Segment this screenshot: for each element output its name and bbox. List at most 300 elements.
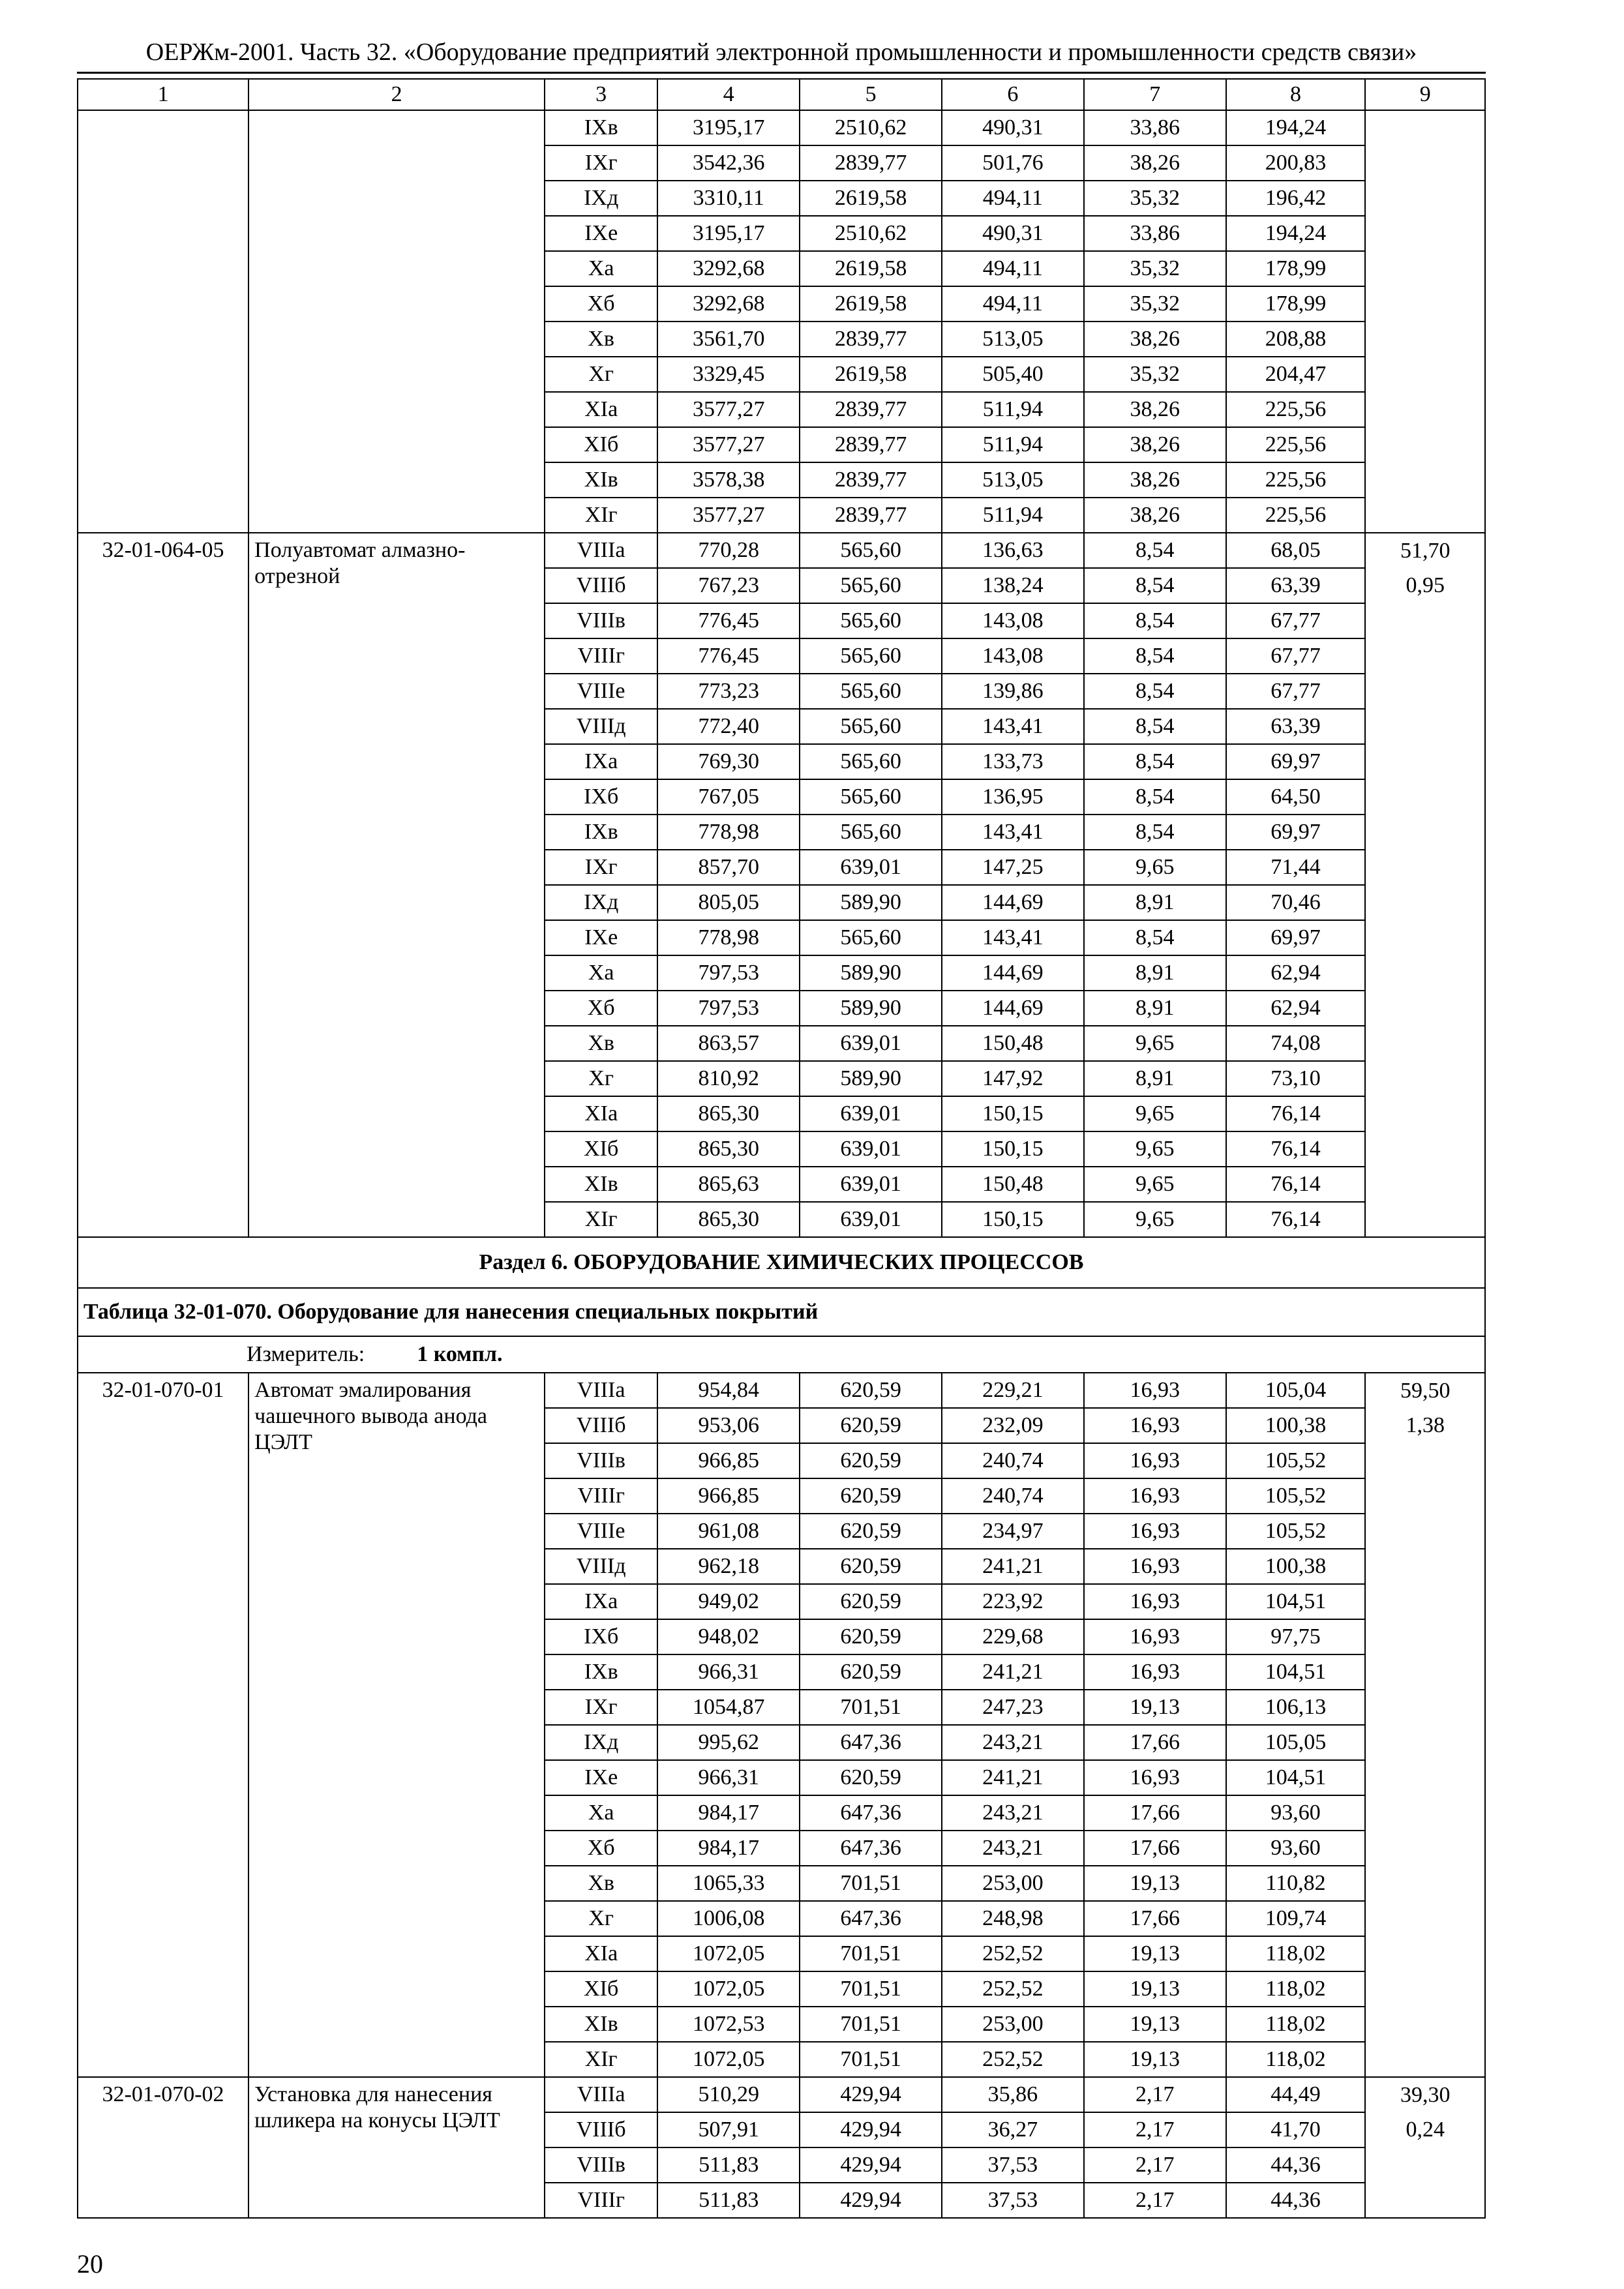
value-cell: 35,32 — [1084, 357, 1226, 392]
value-cell: 797,53 — [657, 991, 800, 1026]
value-cell: 136,63 — [942, 533, 1084, 568]
header-divider — [77, 72, 1486, 74]
value-cell: 2839,77 — [800, 322, 942, 357]
value-cell: 16,93 — [1084, 1408, 1226, 1443]
value-cell: 204,47 — [1226, 357, 1366, 392]
value-cell: 429,94 — [800, 2077, 942, 2112]
value-cell: 69,97 — [1226, 815, 1366, 850]
value-cell: 147,25 — [942, 850, 1084, 885]
value-cell: 63,39 — [1226, 709, 1366, 744]
value-cell: 513,05 — [942, 462, 1084, 498]
table-title: Таблица 32-01-070. Оборудование для нанесения специальных покрытий — [78, 1288, 1485, 1336]
value-cell: 74,08 — [1226, 1026, 1366, 1061]
value-cell: 511,83 — [657, 2183, 800, 2218]
region-category: VIIIг — [545, 2183, 657, 2218]
value-cell: 8,54 — [1084, 533, 1226, 568]
value-cell: 9,65 — [1084, 1026, 1226, 1061]
value-cell: 69,97 — [1226, 920, 1366, 955]
region-category: XIб — [545, 1131, 657, 1167]
value-cell: 966,31 — [657, 1760, 800, 1795]
value-cell: 3310,11 — [657, 181, 800, 216]
value-cell: 701,51 — [800, 1690, 942, 1725]
value-cell: 639,01 — [800, 1096, 942, 1131]
value-cell: 93,60 — [1226, 1795, 1366, 1831]
value-cell: 810,92 — [657, 1061, 800, 1096]
value-cell: 865,30 — [657, 1202, 800, 1237]
value-cell: 565,60 — [800, 603, 942, 638]
column-number: 1 — [78, 79, 248, 110]
value-cell: 143,08 — [942, 603, 1084, 638]
value-cell: 35,32 — [1084, 286, 1226, 322]
column-number: 7 — [1084, 79, 1226, 110]
value-cell: 2839,77 — [800, 392, 942, 427]
value-cell: 494,11 — [942, 286, 1084, 322]
value-cell: 507,91 — [657, 2112, 800, 2147]
value-cell: 1006,08 — [657, 1901, 800, 1936]
value-cell: 104,51 — [1226, 1584, 1366, 1619]
value-cell: 511,94 — [942, 427, 1084, 462]
value-cell: 9,65 — [1084, 1096, 1226, 1131]
value-cell: 97,75 — [1226, 1619, 1366, 1654]
value-cell: 225,56 — [1226, 392, 1366, 427]
region-category: XIв — [545, 462, 657, 498]
value-cell: 954,84 — [657, 1373, 800, 1408]
value-cell: 36,27 — [942, 2112, 1084, 2147]
value-cell: 41,70 — [1226, 2112, 1366, 2147]
value-cell: 797,53 — [657, 955, 800, 991]
region-category: IXа — [545, 1584, 657, 1619]
value-cell: 178,99 — [1226, 251, 1366, 286]
value-cell: 19,13 — [1084, 2007, 1226, 2042]
column-9-value: 1,38 — [1406, 1413, 1445, 1437]
value-cell: 33,86 — [1084, 110, 1226, 145]
region-category: XIг — [545, 498, 657, 533]
value-cell: 2,17 — [1084, 2112, 1226, 2147]
value-cell: 225,56 — [1226, 498, 1366, 533]
value-cell: 253,00 — [942, 2007, 1084, 2042]
value-cell: 9,65 — [1084, 850, 1226, 885]
value-cell: 8,54 — [1084, 709, 1226, 744]
column-number: 9 — [1365, 79, 1485, 110]
value-cell: 620,59 — [800, 1654, 942, 1690]
region-category: VIIIа — [545, 2077, 657, 2112]
value-cell: 243,21 — [942, 1795, 1084, 1831]
value-cell: 243,21 — [942, 1831, 1084, 1866]
value-cell: 104,51 — [1226, 1760, 1366, 1795]
value-cell: 35,32 — [1084, 251, 1226, 286]
value-cell: 701,51 — [800, 1866, 942, 1901]
value-cell: 647,36 — [800, 1725, 942, 1760]
value-cell: 639,01 — [800, 1167, 942, 1202]
rate-code: 32-01-064-05 — [78, 533, 248, 1237]
region-category: IXб — [545, 779, 657, 815]
value-cell: 2839,77 — [800, 427, 942, 462]
value-cell: 2,17 — [1084, 2183, 1226, 2218]
value-cell: 67,77 — [1226, 674, 1366, 709]
value-cell: 565,60 — [800, 815, 942, 850]
value-cell: 16,93 — [1084, 1514, 1226, 1549]
value-cell: 490,31 — [942, 110, 1084, 145]
value-cell: 150,15 — [942, 1131, 1084, 1167]
value-cell: 865,30 — [657, 1096, 800, 1131]
value-cell: 8,54 — [1084, 920, 1226, 955]
value-cell: 429,94 — [800, 2183, 942, 2218]
value-cell: 118,02 — [1226, 2007, 1366, 2042]
column-9-value: 0,95 — [1406, 573, 1445, 597]
value-cell: 863,57 — [657, 1026, 800, 1061]
value-cell: 961,08 — [657, 1514, 800, 1549]
value-cell: 67,77 — [1226, 638, 1366, 674]
value-cell: 76,14 — [1226, 1167, 1366, 1202]
value-cell: 138,24 — [942, 568, 1084, 603]
value-cell: 9,65 — [1084, 1167, 1226, 1202]
value-cell: 143,41 — [942, 815, 1084, 850]
value-cell: 200,83 — [1226, 145, 1366, 181]
value-cell: 144,69 — [942, 885, 1084, 920]
rate-code — [78, 110, 248, 533]
value-cell: 966,31 — [657, 1654, 800, 1690]
value-cell: 19,13 — [1084, 1936, 1226, 1971]
value-cell: 865,30 — [657, 1131, 800, 1167]
region-category: IXв — [545, 815, 657, 850]
value-cell: 589,90 — [800, 1061, 942, 1096]
region-category: IXа — [545, 744, 657, 779]
value-cell: 62,94 — [1226, 991, 1366, 1026]
value-cell: 770,28 — [657, 533, 800, 568]
value-cell: 178,99 — [1226, 286, 1366, 322]
column-9-values — [1365, 1373, 1485, 2077]
column-number: 8 — [1226, 79, 1366, 110]
value-cell: 513,05 — [942, 322, 1084, 357]
region-category: VIIIб — [545, 1408, 657, 1443]
region-category: IXд — [545, 181, 657, 216]
value-cell: 76,14 — [1226, 1202, 1366, 1237]
value-cell: 767,23 — [657, 568, 800, 603]
value-cell: 16,93 — [1084, 1619, 1226, 1654]
value-cell: 429,94 — [800, 2147, 942, 2183]
value-cell: 511,83 — [657, 2147, 800, 2183]
value-cell: 1072,53 — [657, 2007, 800, 2042]
value-cell: 100,38 — [1226, 1408, 1366, 1443]
value-cell: 620,59 — [800, 1408, 942, 1443]
column-number: 4 — [657, 79, 800, 110]
value-cell: 3578,38 — [657, 462, 800, 498]
region-category: Xг — [545, 357, 657, 392]
value-cell: 620,59 — [800, 1584, 942, 1619]
value-cell: 147,92 — [942, 1061, 1084, 1096]
region-category: VIIIд — [545, 709, 657, 744]
value-cell: 620,59 — [800, 1619, 942, 1654]
region-category: IXе — [545, 216, 657, 251]
region-category: VIIIб — [545, 2112, 657, 2147]
column-9-value: 51,70 — [1400, 539, 1451, 563]
region-category: IXе — [545, 920, 657, 955]
value-cell: 565,60 — [800, 920, 942, 955]
value-cell: 253,00 — [942, 1866, 1084, 1901]
region-category: IXг — [545, 145, 657, 181]
section-title: Раздел 6. ОБОРУДОВАНИЕ ХИМИЧЕСКИХ ПРОЦЕССОВ — [78, 1237, 1485, 1288]
value-cell: 64,50 — [1226, 779, 1366, 815]
value-cell: 510,29 — [657, 2077, 800, 2112]
value-cell: 701,51 — [800, 2042, 942, 2077]
value-cell: 223,92 — [942, 1584, 1084, 1619]
value-cell: 639,01 — [800, 1131, 942, 1167]
value-cell: 105,52 — [1226, 1478, 1366, 1514]
column-9-values — [1365, 2077, 1485, 2218]
value-cell: 2619,58 — [800, 181, 942, 216]
value-cell: 76,14 — [1226, 1131, 1366, 1167]
value-cell: 1054,87 — [657, 1690, 800, 1725]
value-cell: 9,65 — [1084, 1131, 1226, 1167]
value-cell: 33,86 — [1084, 216, 1226, 251]
value-cell: 3195,17 — [657, 216, 800, 251]
region-category: XIв — [545, 1167, 657, 1202]
value-cell: 565,60 — [800, 744, 942, 779]
region-category: Xб — [545, 991, 657, 1026]
value-cell: 949,02 — [657, 1584, 800, 1619]
value-cell: 2510,62 — [800, 216, 942, 251]
value-cell: 501,76 — [942, 145, 1084, 181]
value-cell: 194,24 — [1226, 216, 1366, 251]
value-cell: 16,93 — [1084, 1654, 1226, 1690]
value-cell: 778,98 — [657, 815, 800, 850]
value-cell: 243,21 — [942, 1725, 1084, 1760]
section-title-row — [78, 1237, 1485, 1288]
value-cell: 105,04 — [1226, 1373, 1366, 1408]
value-cell: 778,98 — [657, 920, 800, 955]
value-cell: 8,54 — [1084, 744, 1226, 779]
column-9-values — [1365, 533, 1485, 1237]
value-cell: 3542,36 — [657, 145, 800, 181]
value-cell: 35,86 — [942, 2077, 1084, 2112]
value-cell: 109,74 — [1226, 1901, 1366, 1936]
region-category: VIIIв — [545, 603, 657, 638]
value-cell: 3577,27 — [657, 498, 800, 533]
value-cell: 16,93 — [1084, 1760, 1226, 1795]
value-cell: 139,86 — [942, 674, 1084, 709]
page-number: 20 — [77, 2249, 103, 2279]
value-cell: 16,93 — [1084, 1549, 1226, 1584]
value-cell: 8,54 — [1084, 674, 1226, 709]
region-category: Xг — [545, 1901, 657, 1936]
value-cell: 143,08 — [942, 638, 1084, 674]
region-category: VIIIб — [545, 568, 657, 603]
value-cell: 565,60 — [800, 779, 942, 815]
value-cell: 8,54 — [1084, 638, 1226, 674]
rate-code: 32-01-070-02 — [78, 2077, 248, 2218]
value-cell: 8,54 — [1084, 779, 1226, 815]
value-cell: 995,62 — [657, 1725, 800, 1760]
region-category: IXв — [545, 1654, 657, 1690]
value-cell: 144,69 — [942, 955, 1084, 991]
value-cell: 143,41 — [942, 920, 1084, 955]
value-cell: 38,26 — [1084, 145, 1226, 181]
value-cell: 73,10 — [1226, 1061, 1366, 1096]
value-cell: 620,59 — [800, 1478, 942, 1514]
region-category: Xв — [545, 1026, 657, 1061]
value-cell: 8,54 — [1084, 815, 1226, 850]
region-category: IXе — [545, 1760, 657, 1795]
value-cell: 208,88 — [1226, 322, 1366, 357]
region-category: VIIIв — [545, 2147, 657, 2183]
value-cell: 962,18 — [657, 1549, 800, 1584]
region-category: XIа — [545, 1096, 657, 1131]
value-cell: 118,02 — [1226, 2042, 1366, 2077]
value-cell: 639,01 — [800, 850, 942, 885]
value-cell: 16,93 — [1084, 1373, 1226, 1408]
value-cell: 104,51 — [1226, 1654, 1366, 1690]
column-number: 3 — [545, 79, 657, 110]
region-category: XIб — [545, 427, 657, 462]
column-number: 2 — [248, 79, 545, 110]
value-cell: 150,48 — [942, 1167, 1084, 1202]
table-row — [78, 2077, 1485, 2112]
region-category: Xб — [545, 1831, 657, 1866]
value-cell: 3329,45 — [657, 357, 800, 392]
value-cell: 966,85 — [657, 1478, 800, 1514]
region-category: XIв — [545, 2007, 657, 2042]
value-cell: 17,66 — [1084, 1831, 1226, 1866]
region-category: Xг — [545, 1061, 657, 1096]
value-cell: 1072,05 — [657, 2042, 800, 2077]
value-cell: 17,66 — [1084, 1901, 1226, 1936]
value-cell: 105,52 — [1226, 1514, 1366, 1549]
value-cell: 16,93 — [1084, 1443, 1226, 1478]
value-cell: 776,45 — [657, 638, 800, 674]
value-cell: 2,17 — [1084, 2147, 1226, 2183]
value-cell: 240,74 — [942, 1443, 1084, 1478]
value-cell: 1072,05 — [657, 1971, 800, 2007]
value-cell: 93,60 — [1226, 1831, 1366, 1866]
value-cell: 38,26 — [1084, 498, 1226, 533]
value-cell: 240,74 — [942, 1478, 1084, 1514]
value-cell: 2619,58 — [800, 251, 942, 286]
value-cell: 565,60 — [800, 674, 942, 709]
region-category: VIIIг — [545, 1478, 657, 1514]
value-cell: 63,39 — [1226, 568, 1366, 603]
column-number: 5 — [800, 79, 942, 110]
table-title-row — [78, 1288, 1485, 1336]
value-cell: 429,94 — [800, 2112, 942, 2147]
region-category: Xв — [545, 1866, 657, 1901]
value-cell: 150,15 — [942, 1096, 1084, 1131]
value-cell: 17,66 — [1084, 1795, 1226, 1831]
value-cell: 948,02 — [657, 1619, 800, 1654]
equipment-name — [248, 110, 545, 533]
value-cell: 2839,77 — [800, 462, 942, 498]
region-category: Xа — [545, 955, 657, 991]
region-category: Xа — [545, 1795, 657, 1831]
value-cell: 772,40 — [657, 709, 800, 744]
value-cell: 38,26 — [1084, 427, 1226, 462]
value-cell: 865,63 — [657, 1167, 800, 1202]
value-cell: 639,01 — [800, 1026, 942, 1061]
value-cell: 68,05 — [1226, 533, 1366, 568]
value-cell: 3292,68 — [657, 251, 800, 286]
column-9-value: 0,24 — [1406, 2117, 1445, 2142]
value-cell: 44,49 — [1226, 2077, 1366, 2112]
value-cell: 252,52 — [942, 1936, 1084, 1971]
value-cell: 565,60 — [800, 533, 942, 568]
value-cell: 62,94 — [1226, 955, 1366, 991]
value-cell: 589,90 — [800, 885, 942, 920]
value-cell: 3292,68 — [657, 286, 800, 322]
value-cell: 133,73 — [942, 744, 1084, 779]
value-cell: 2,17 — [1084, 2077, 1226, 2112]
equipment-name: Автомат эмалирования чашечного вывода анода ЦЭЛТ — [248, 1373, 545, 2077]
value-cell: 701,51 — [800, 2007, 942, 2042]
value-cell: 490,31 — [942, 216, 1084, 251]
value-cell: 8,54 — [1084, 568, 1226, 603]
value-cell: 769,30 — [657, 744, 800, 779]
value-cell: 252,52 — [942, 2042, 1084, 2077]
value-cell: 194,24 — [1226, 110, 1366, 145]
equipment-name: Полуавтомат алмазно-отрезной — [248, 533, 545, 1237]
value-cell: 105,05 — [1226, 1725, 1366, 1760]
value-cell: 234,97 — [942, 1514, 1084, 1549]
region-category: VIIIе — [545, 1514, 657, 1549]
value-cell: 229,68 — [942, 1619, 1084, 1654]
value-cell: 106,13 — [1226, 1690, 1366, 1725]
value-cell: 150,15 — [942, 1202, 1084, 1237]
region-category: VIIIа — [545, 1373, 657, 1408]
region-category: XIг — [545, 2042, 657, 2077]
value-cell: 44,36 — [1226, 2147, 1366, 2183]
value-cell: 966,85 — [657, 1443, 800, 1478]
region-category: Xв — [545, 322, 657, 357]
region-category: XIа — [545, 392, 657, 427]
region-category: XIб — [545, 1971, 657, 2007]
value-cell: 143,41 — [942, 709, 1084, 744]
value-cell: 118,02 — [1226, 1936, 1366, 1971]
value-cell: 16,93 — [1084, 1584, 1226, 1619]
value-cell: 67,77 — [1226, 603, 1366, 638]
region-category: XIг — [545, 1202, 657, 1237]
value-cell: 805,05 — [657, 885, 800, 920]
value-cell: 37,53 — [942, 2183, 1084, 2218]
region-category: VIIIг — [545, 638, 657, 674]
value-cell: 3561,70 — [657, 322, 800, 357]
value-cell: 8,91 — [1084, 1061, 1226, 1096]
value-cell: 701,51 — [800, 1936, 942, 1971]
value-cell: 247,23 — [942, 1690, 1084, 1725]
value-cell: 647,36 — [800, 1901, 942, 1936]
value-cell: 8,91 — [1084, 885, 1226, 920]
equipment-name: Установка для нанесения шликера на конусы ЦЭЛТ — [248, 2077, 545, 2218]
value-cell: 248,98 — [942, 1901, 1084, 1936]
region-category: Xб — [545, 286, 657, 322]
value-cell: 984,17 — [657, 1831, 800, 1866]
value-cell: 38,26 — [1084, 322, 1226, 357]
document-header: ОЕРЖм-2001. Часть 32. «Оборудование предприятий электронной промышленности и промышленности средств связи» — [145, 38, 1417, 66]
value-cell: 19,13 — [1084, 2042, 1226, 2077]
value-cell: 511,94 — [942, 392, 1084, 427]
value-cell: 620,59 — [800, 1443, 942, 1478]
value-cell: 229,21 — [942, 1373, 1084, 1408]
unit-row — [78, 1336, 1485, 1373]
value-cell: 19,13 — [1084, 1971, 1226, 2007]
value-cell: 565,60 — [800, 568, 942, 603]
value-cell: 511,94 — [942, 498, 1084, 533]
unit-cell — [78, 1336, 1485, 1373]
value-cell: 8,54 — [1084, 603, 1226, 638]
value-cell: 35,32 — [1084, 181, 1226, 216]
value-cell: 767,05 — [657, 779, 800, 815]
region-category: VIIIа — [545, 533, 657, 568]
value-cell: 620,59 — [800, 1373, 942, 1408]
value-cell: 150,48 — [942, 1026, 1084, 1061]
region-category: IXв — [545, 110, 657, 145]
